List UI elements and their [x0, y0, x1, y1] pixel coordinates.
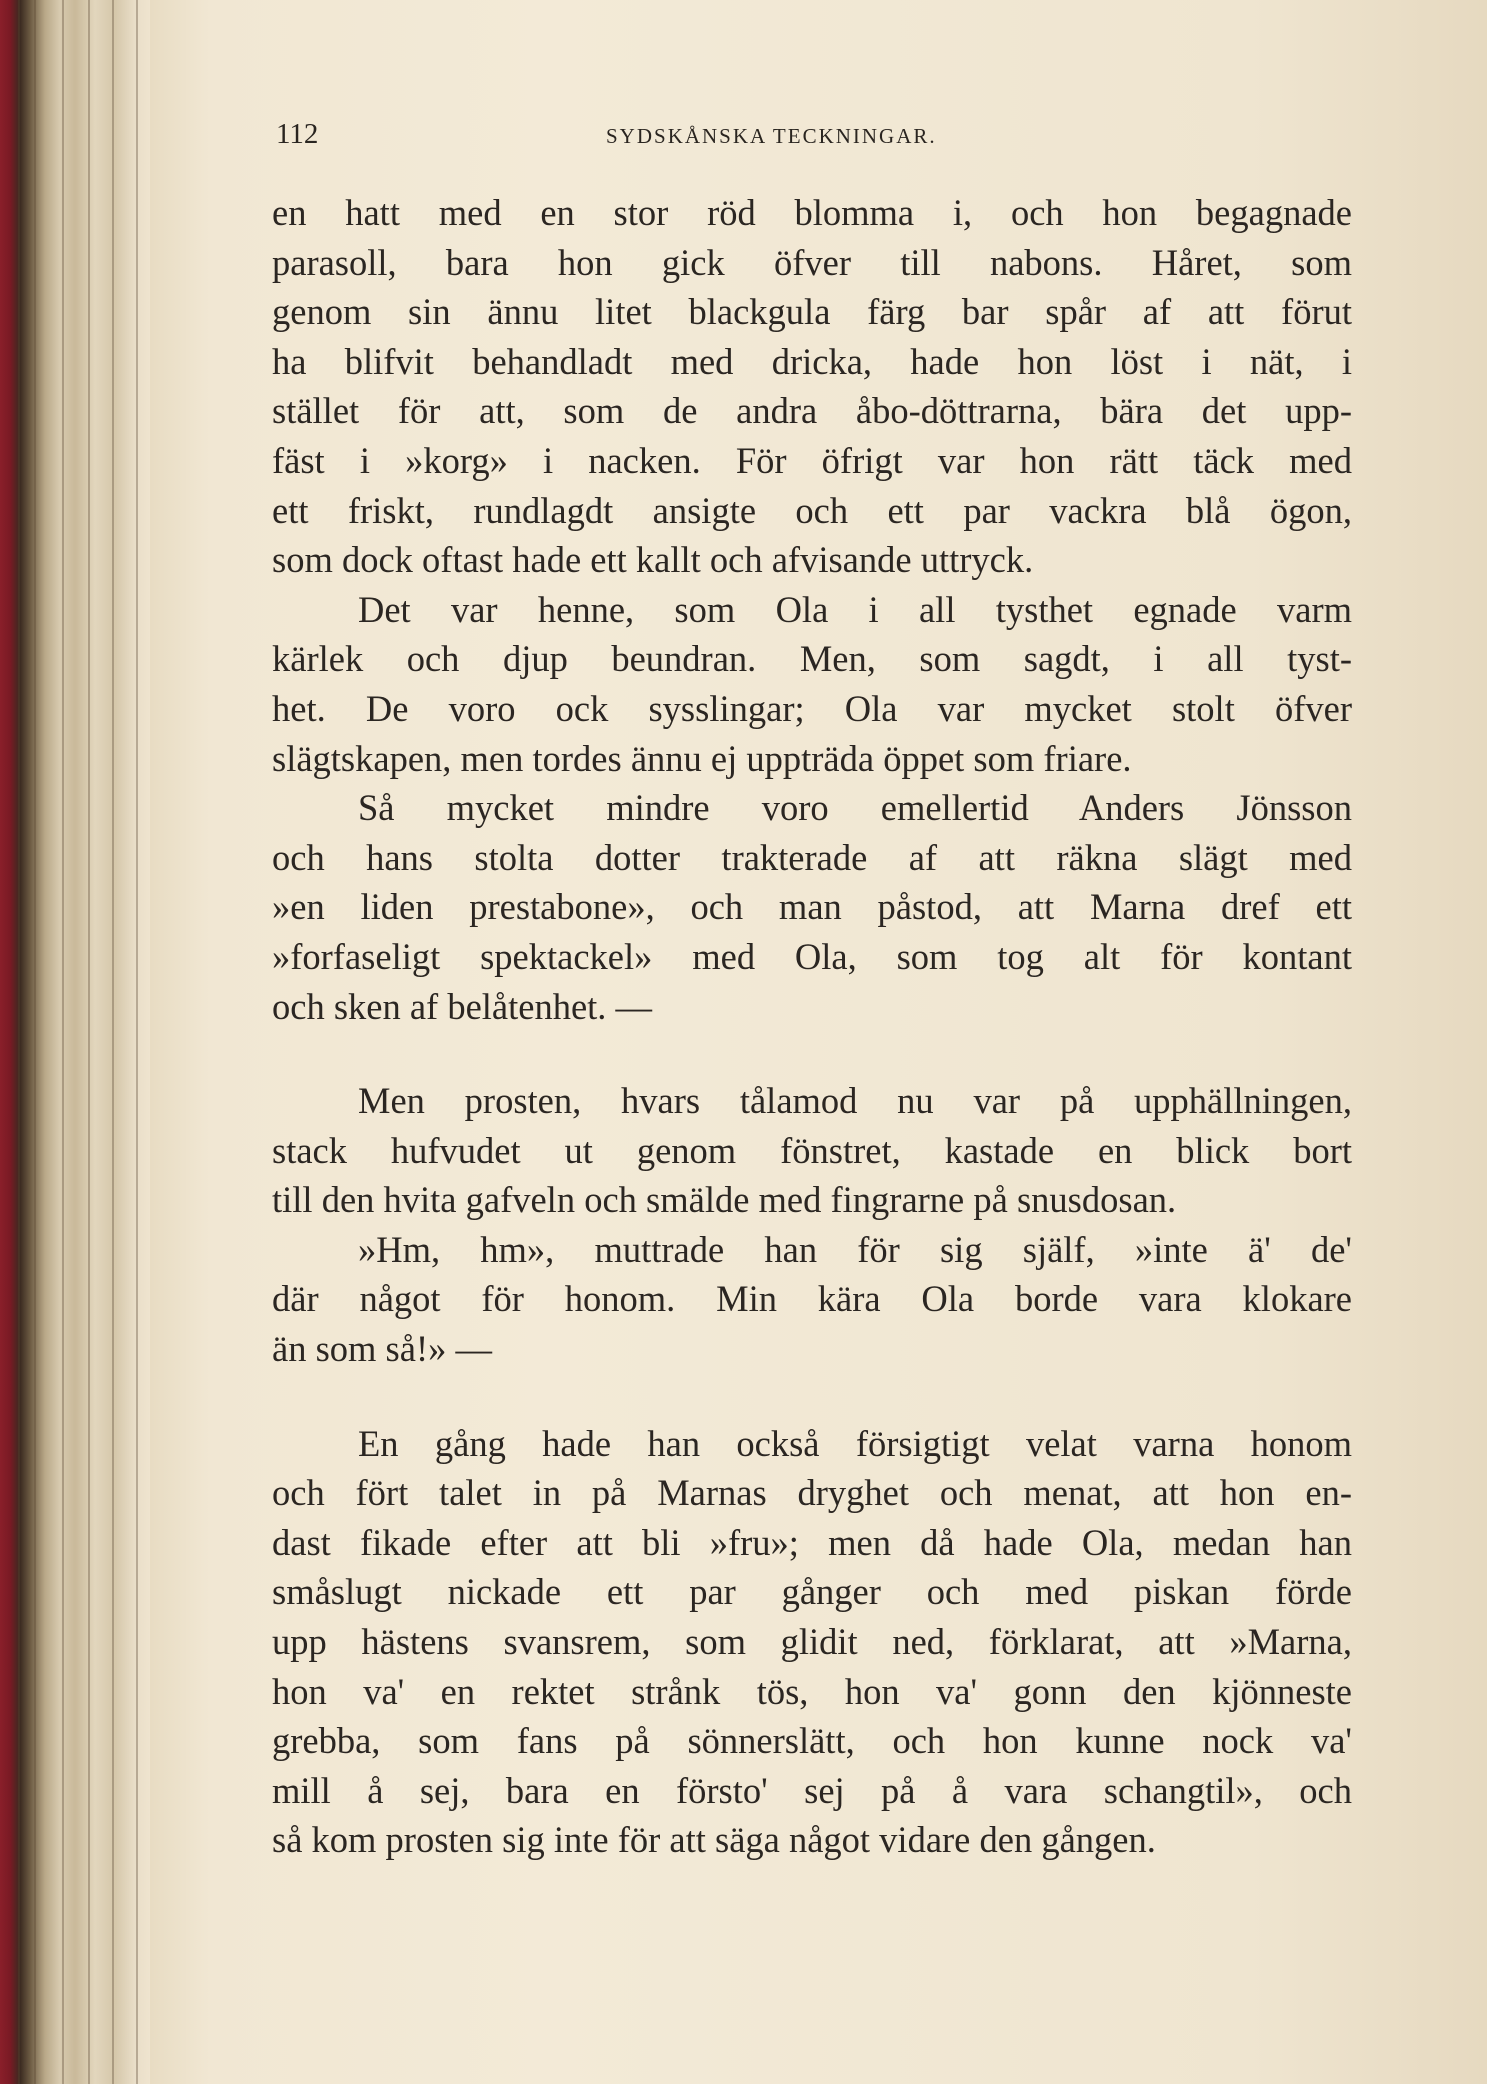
text-line: där något för honom. Min kära Ola borde vara klokare [272, 1278, 1352, 1320]
text-line: »Hm, hm», muttrade han för sig själf, »inte ä' de' [358, 1228, 1352, 1270]
text-line: Så mycket mindre voro emellertid Anders Jönsson [358, 787, 1352, 829]
paragraph [272, 188, 1352, 585]
text-line: stack hufvudet ut genom fönstret, kastade en blick bort [272, 1129, 1352, 1171]
spine-line [136, 0, 138, 2084]
text-line: genom sin ännu litet blackgula färg bar spår af att förut [272, 291, 1352, 333]
text-line: grebba, som fans på sönnerslätt, och hon kunne nock va' [272, 1720, 1352, 1762]
spine-line [34, 0, 36, 2084]
text-line: och fört talet in på Marnas dryghet och menat, att hon en- [272, 1472, 1352, 1514]
text-line: än som så!» — [272, 1328, 492, 1370]
text-line: dast fikade efter att bli »fru»; men då hade Ola, medan han [272, 1521, 1352, 1563]
page-number: 112 [276, 118, 319, 150]
text-line: het. De voro ock sysslingar; Ola var mycket stolt öfver [272, 687, 1352, 729]
text-line: ett friskt, rundlagdt ansigte och ett par vackra blå ögon, [272, 489, 1352, 531]
text-line: en hatt med en stor röd blomma i, och hon begagnade [272, 192, 1352, 233]
text-line: parasoll, bara hon gick öfver till nabons. Håret, som [272, 241, 1352, 283]
text-line: »en liden prestabone», och man påstod, att Marna dref ett [272, 886, 1352, 928]
text-line: En gång hade han också försigtigt velat varna honom [358, 1422, 1352, 1464]
paragraph-gap [272, 1374, 1352, 1419]
paragraph [272, 783, 1352, 1031]
paragraph [272, 1076, 1352, 1225]
text-line: och sken af belåtenhet. — [272, 985, 653, 1027]
spine-line [112, 0, 114, 2084]
spine-line [18, 0, 20, 2084]
text-line: till den hvita gafveln och smälde med fingrarne på snusdosan. [272, 1179, 1177, 1221]
text-line: Det var henne, som Ola i all tysthet egnade varm [358, 588, 1352, 630]
text-line: som dock oftast hade ett kallt och afvisande uttryck. [272, 539, 1034, 581]
paragraph [272, 1225, 1352, 1374]
text-line: kärlek och djup beundran. Men, som sagdt, i all tyst- [272, 638, 1352, 680]
paragraph [272, 1419, 1352, 1865]
text-line: så kom prosten sig inte för att säga något vidare den gången. [272, 1819, 1156, 1861]
text-line: »forfaseligt spektackel» med Ola, som tog alt för kontant [272, 935, 1352, 977]
spine-line [62, 0, 64, 2084]
text-line: mill å sej, bara en förstо' sej på å vara schangtil», och [272, 1769, 1352, 1811]
page-header [276, 118, 1276, 158]
text-line: ha blifvit behandladt med dricka, hade hon löst i nät, i [272, 340, 1352, 382]
text-line: hon va' en rektet strånk tös, hon va' gonn den kjönneste [272, 1670, 1352, 1712]
spine-line [88, 0, 90, 2084]
text-line: Men prosten, hvars tålamod nu var på upphällningen, [358, 1080, 1352, 1122]
text-line: upp hästens svansrem, som glidit ned, förklarat, att »Marna, [272, 1621, 1352, 1663]
paragraph-gap [272, 1031, 1352, 1076]
text-line: stället för att, som de andra åbo-döttrarna, bära det upp- [272, 390, 1352, 432]
paragraph [272, 585, 1352, 783]
text-line: fäst i »korg» i nacken. För öfrigt var hon rätt täck med [272, 439, 1352, 481]
text-line: och hans stolta dotter trakterade af att räkna slägt med [272, 836, 1352, 878]
text-line: slägtskapen, men tordes ännu ej uppträda öppet som friare. [272, 737, 1132, 779]
page-body-text [272, 188, 1352, 1865]
book-spine [0, 0, 150, 2084]
text-line: småslugt nickade ett par gånger och med piskan förde [272, 1571, 1352, 1613]
running-title: SYDSKÅNSKA TECKNINGAR. [606, 124, 937, 148]
